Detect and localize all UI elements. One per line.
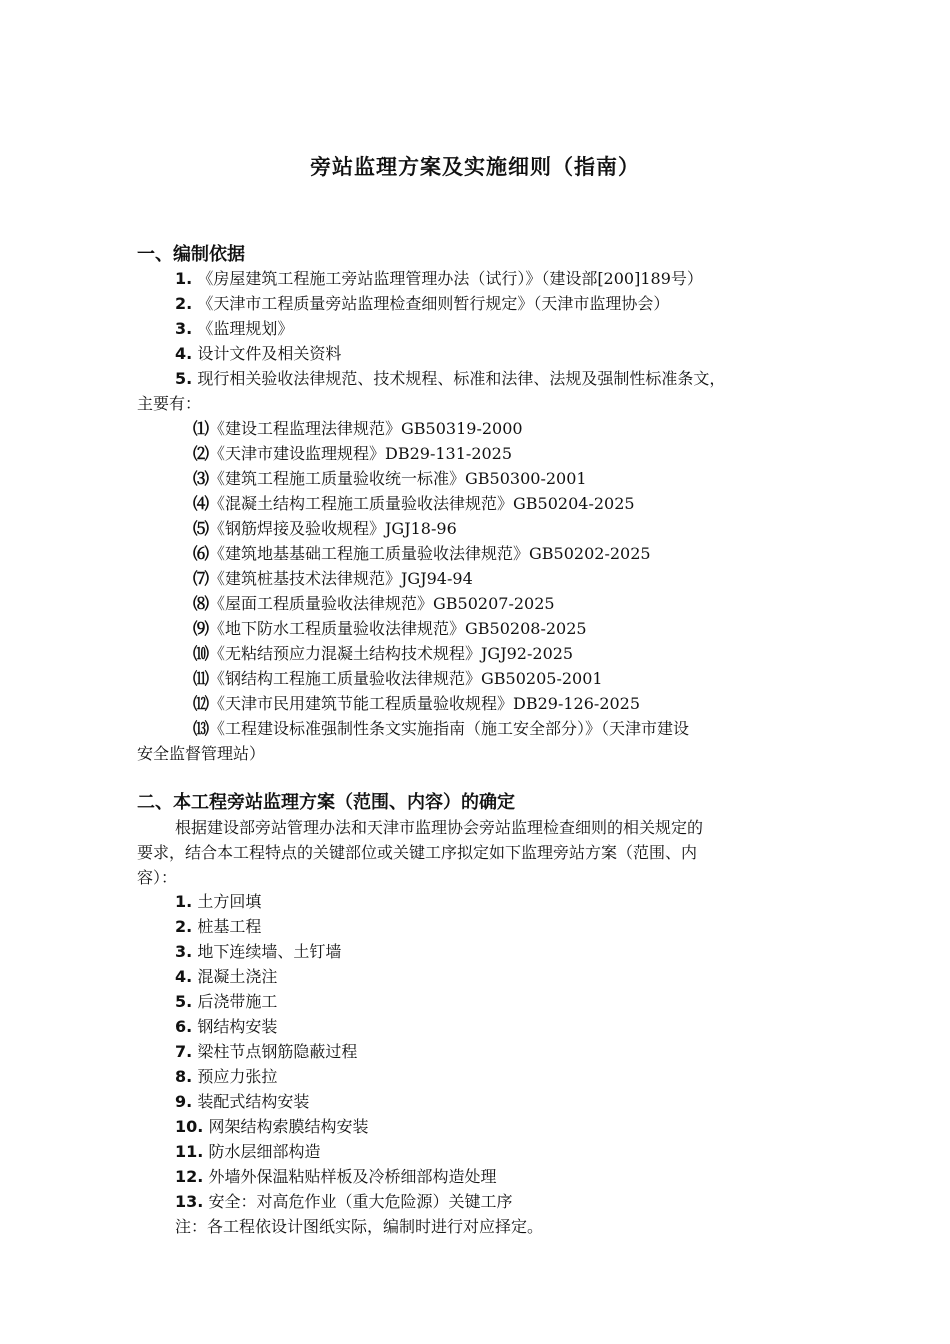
item-number: ⑶	[193, 469, 210, 488]
item-number: 6.	[175, 1017, 193, 1036]
item-text: 《工程建设标准强制性条文实施指南（施工安全部分）》（天津市建设	[209, 719, 690, 738]
item-text: 《天津市建设监理规程》DB29-131-2025	[209, 444, 513, 463]
scope-item-13	[175, 1190, 512, 1215]
item-number: 12.	[175, 1167, 204, 1186]
section-heading-1: 一、编制依据	[137, 244, 245, 265]
scope-item-7	[175, 1040, 357, 1065]
scope-item-11	[175, 1140, 320, 1165]
item-number: 7.	[175, 1042, 193, 1061]
item-number: 3.	[175, 942, 193, 961]
item-number: ⑹	[193, 544, 210, 563]
item-number: ⑿	[193, 694, 210, 713]
scope-item-9	[175, 1090, 309, 1115]
item-text: 预应力张拉	[197, 1067, 278, 1086]
scope-item-8	[175, 1065, 277, 1090]
item-text: 网架结构索膜结构安装	[208, 1117, 369, 1136]
item-text: 防水层细部构造	[208, 1142, 321, 1161]
basis-item-5	[175, 367, 725, 392]
intro-line-1: 根据建设部旁站管理办法和天津市监理协会旁站监理检查细则的相关规定的	[175, 818, 704, 837]
scope-item-3	[175, 940, 341, 965]
item-text: 《钢结构工程施工质量验收法律规范》GB50205-2001	[209, 669, 603, 688]
item-number: 4.	[175, 344, 193, 363]
item-number: ⑽	[193, 644, 210, 663]
item-text: 装配式结构安装	[197, 1092, 310, 1111]
item-number: 2.	[175, 917, 193, 936]
item-text: 《地下防水工程质量验收法律规范》GB50208-2025	[209, 619, 587, 638]
scope-item-6	[175, 1015, 277, 1040]
note-text: 注：各工程依设计图纸实际，编制时进行对应择定。	[175, 1217, 544, 1236]
item-number: ⑵	[193, 444, 210, 463]
item-text: 混凝土浇注	[197, 967, 278, 986]
item-text: 《监理规划》	[197, 319, 294, 338]
item-number: ⑴	[193, 419, 210, 438]
standard-item-3	[193, 467, 587, 492]
standard-item-5	[193, 517, 457, 542]
intro-line-3: 容）：	[137, 868, 178, 887]
item-number: 4.	[175, 967, 193, 986]
item-text: 《房屋建筑工程施工旁站监理管理办法（试行）》（建设部[200]189号）	[197, 269, 703, 288]
document-title: 旁站监理方案及实施细则（指南）	[310, 155, 640, 179]
item-text: 《无粘结预应力混凝土结构技术规程》JGJ92-2025	[209, 644, 574, 663]
item-number: 3.	[175, 319, 193, 338]
item-number: 13.	[175, 1192, 204, 1211]
standard-item-12	[193, 692, 640, 717]
standard-item-2	[193, 442, 512, 467]
scope-item-5	[175, 990, 277, 1015]
item-text: 地下连续墙、土钉墙	[197, 942, 342, 961]
item-number: ⑸	[193, 519, 210, 538]
item-number: ⑺	[193, 569, 210, 588]
item-text: 外墙外保温粘贴样板及冷桥细部构造处理	[208, 1167, 497, 1186]
item-number: 9.	[175, 1092, 193, 1111]
item-text: 《天津市工程质量旁站监理检查细则暂行规定》（天津市监理协会）	[197, 294, 670, 313]
item-text: 《建筑工程施工质量验收统一标准》GB50300-2001	[209, 469, 587, 488]
scope-item-10	[175, 1115, 368, 1140]
standard-item-13-continuation: 安全监督管理站）	[137, 744, 266, 763]
item-text: 钢结构安装	[197, 1017, 278, 1036]
item-text: 《钢筋焊接及验收规程》JGJ18-96	[209, 519, 457, 538]
item-text: 后浇带施工	[197, 992, 278, 1011]
scope-item-2	[175, 915, 261, 940]
item-number: 2.	[175, 294, 193, 313]
item-text: 《建筑桩基技术法律规范》JGJ94-94	[209, 569, 473, 588]
standard-item-6	[193, 542, 651, 567]
item-text: 土方回填	[197, 892, 262, 911]
item-number: 5.	[175, 992, 193, 1011]
item-number: ⑻	[193, 594, 210, 613]
item-number: ⑼	[193, 619, 210, 638]
standard-item-10	[193, 642, 573, 667]
item-number: ⒀	[193, 719, 210, 738]
item-text: 现行相关验收法律规范、技术规程、标准和法律、法规及强制性标准条文，	[197, 369, 726, 388]
standard-item-8	[193, 592, 555, 617]
standard-item-1	[193, 417, 523, 442]
item-number: 1.	[175, 269, 193, 288]
item-number: ⑷	[193, 494, 210, 513]
scope-item-4	[175, 965, 277, 990]
scope-item-12	[175, 1165, 496, 1190]
item-text: 《建筑地基基础工程施工质量验收法律规范》GB50202-2025	[209, 544, 651, 563]
item-number: 1.	[175, 892, 193, 911]
standard-item-11	[193, 667, 603, 692]
basis-item-5-continuation: 主要有：	[137, 394, 202, 413]
item-text: 梁柱节点钢筋隐蔽过程	[197, 1042, 358, 1061]
basis-item-1	[175, 267, 703, 292]
item-number: ⑾	[193, 669, 210, 688]
item-number: 8.	[175, 1067, 193, 1086]
item-text: 设计文件及相关资料	[197, 344, 342, 363]
basis-item-3	[175, 317, 293, 342]
item-number: 10.	[175, 1117, 204, 1136]
item-text: 《建设工程监理法律规范》GB50319-2000	[209, 419, 523, 438]
item-number: 11.	[175, 1142, 204, 1161]
basis-item-2	[175, 292, 669, 317]
item-text: 《屋面工程质量验收法律规范》GB50207-2025	[209, 594, 555, 613]
item-text: 安全：对高危作业（重大危险源）关键工序	[208, 1192, 513, 1211]
standard-item-4	[193, 492, 635, 517]
intro-line-2: 要求，结合本工程特点的关键部位或关键工序拟定如下监理旁站方案（范围、内	[137, 843, 698, 862]
item-number: 5.	[175, 369, 193, 388]
scope-item-1	[175, 890, 261, 915]
item-text: 桩基工程	[197, 917, 262, 936]
standard-item-7	[193, 567, 473, 592]
item-text: 《混凝土结构工程施工质量验收法律规范》GB50204-2025	[209, 494, 635, 513]
basis-item-4	[175, 342, 341, 367]
item-text: 《天津市民用建筑节能工程质量验收规程》DB29-126-2025	[209, 694, 641, 713]
section-heading-2: 二、本工程旁站监理方案（范围、内容）的确定	[137, 792, 515, 813]
standard-item-13	[193, 717, 689, 742]
standard-item-9	[193, 617, 587, 642]
